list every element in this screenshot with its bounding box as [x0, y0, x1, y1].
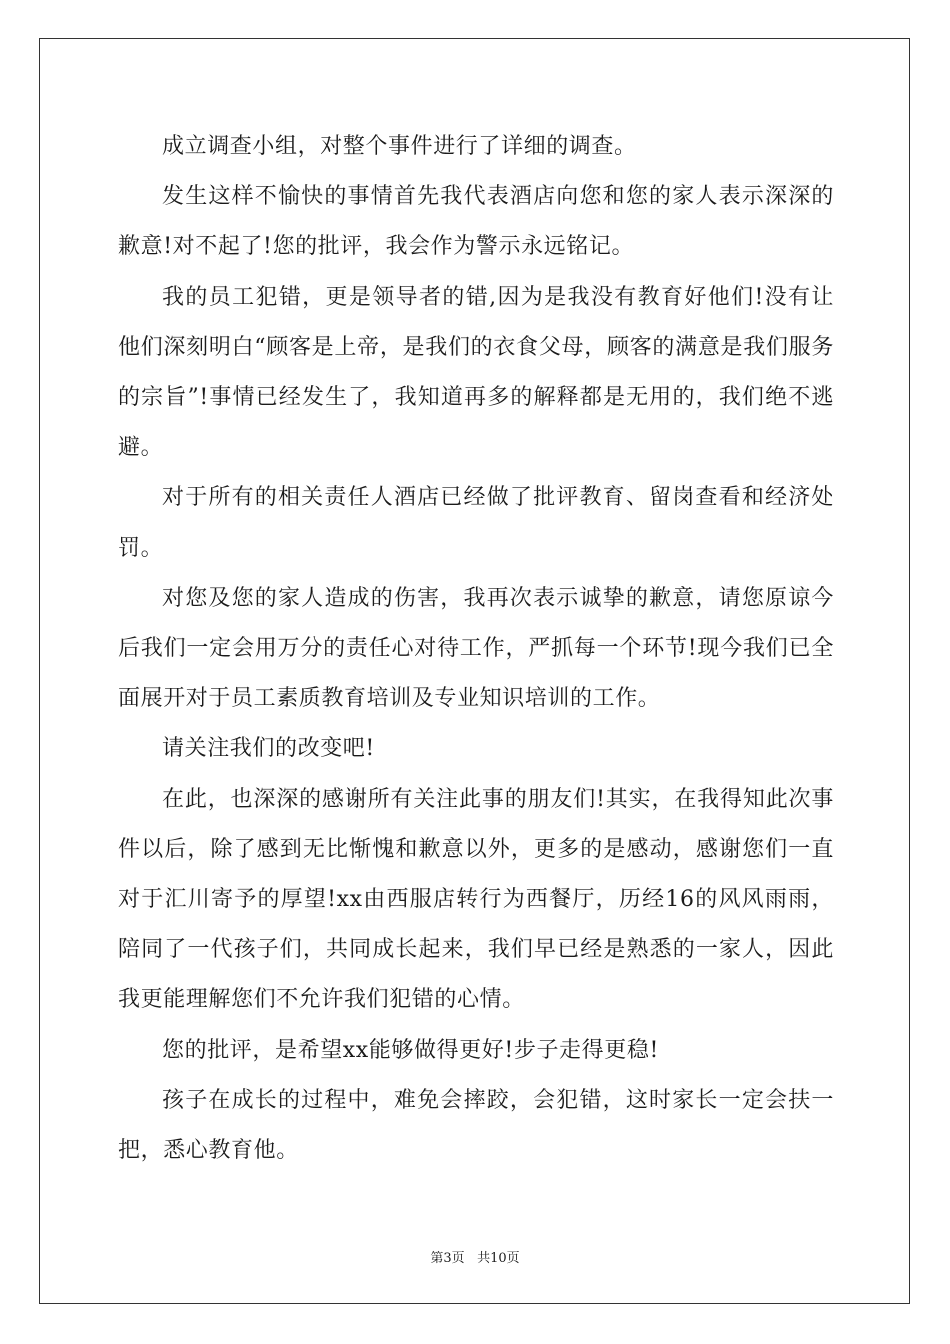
- paragraph: 孩子在成长的过程中，难免会摔跤，会犯错，这时家长一定会扶一把，悉心教育他。: [118, 1087, 834, 1164]
- paragraph: 成立调查小组，对整个事件进行了详细的调查。: [162, 134, 637, 159]
- paragraph: 发生这样不愉快的事情首先我代表酒店向您和您的家人表示深深的歉意!对不起了!您的批评，我会作为警示永远铭记。: [118, 184, 834, 260]
- paragraph: 对于所有的相关责任人酒店已经做了批评教育、留岗查看和经济处罚。: [118, 485, 834, 561]
- page-footer: [0, 1247, 950, 1266]
- paragraph: 您的批评，是希望xx能够做得更好!步子走得更稳!: [162, 1037, 659, 1063]
- page-number: 第3页: [430, 1251, 465, 1266]
- page-total: 共10页: [477, 1251, 520, 1266]
- document-body: [118, 122, 834, 1176]
- paragraph: 对您及您的家人造成的伤害，我再次表示诚挚的歉意，请您原谅今后我们一定会用万分的责任心对待工作，严抓每一个环节!现今我们已全面展开对于员工素质教育培训及专业知识培训的工作。: [118, 585, 834, 712]
- paragraph: 请关注我们的改变吧!: [162, 736, 375, 762]
- paragraph: 在此，也深深的感谢所有关注此事的朋友们!其实，在我得知此次事件以后，除了感到无比惭愧和歉意以外，更多的是感动，感谢您们一直对于汇川寄予的厚望!xx由西服店转行为西餐厅，历经16的风风雨雨，陪同了一代孩子们，共同成长起来，我们早已经是熟悉的一家人，因此我更能理解您们不允许我们犯错的心情。: [118, 786, 834, 1013]
- paragraph: 我的员工犯错，更是领导者的错,因为是我没有教育好他们!没有让他们深刻明白“顾客是上帝，是我们的衣食父母，顾客的满意是我们服务的宗旨”!事情已经发生了，我知道再多的解释都是无用的，我们绝不逃避。: [118, 284, 834, 461]
